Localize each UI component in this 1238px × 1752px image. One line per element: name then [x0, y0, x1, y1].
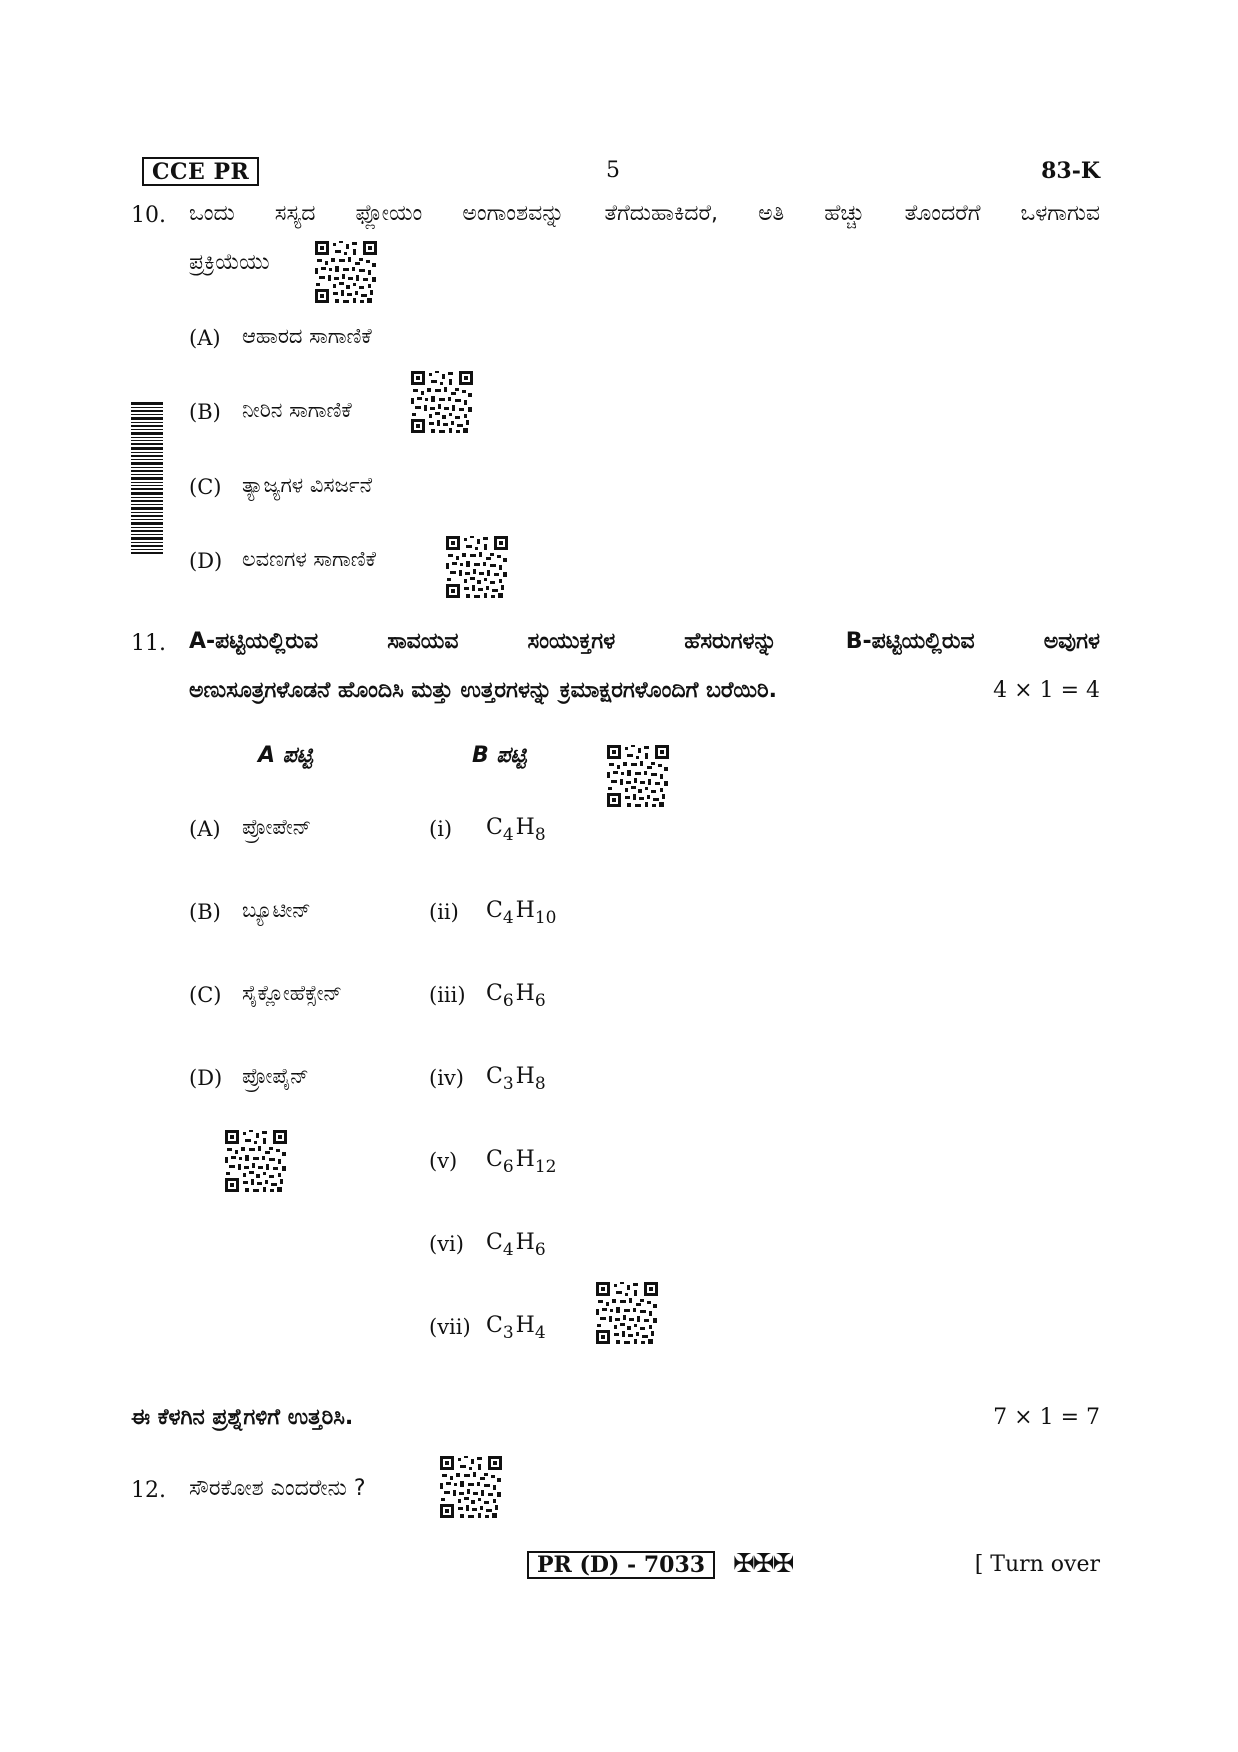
col-a-label: (A) [189, 817, 221, 841]
formula-h-count: 10 [534, 908, 557, 928]
q10-word: ತೊಂದರೆಗೆ [904, 201, 981, 226]
col-b-label: (vi) [429, 1232, 464, 1256]
q10-option-a-text: ಆಹಾರದ ಸಾಗಾಣಿಕೆ [242, 324, 372, 348]
col-b-formula [486, 1064, 546, 1094]
q10-text-line1 [189, 201, 1100, 226]
qr-code [225, 1130, 287, 1192]
formula-c-count: 4 [502, 908, 514, 928]
qr-code [607, 745, 669, 807]
q10-text-line2: ಪ್ರಕ್ರಿಯೆಯು [189, 250, 270, 275]
section-instruction: ಈ ಕೆಳಗಿನ ಪ್ರಶ್ನೆಗಳಿಗೆ ಉತ್ತರಿಸಿ. [131, 1405, 354, 1430]
barcode [131, 402, 163, 554]
q11-text-line2: ಅಣುಸೂತ್ರಗಳೊಡನೆ ಹೊಂದಿಸಿ ಮತ್ತು ಉತ್ತರಗಳನ್ನು ಕ್ರಮಾಕ್ಷರಗಳೊಂದಿಗೆ ಬರೆಯಿರಿ. [189, 678, 778, 703]
q10-option-b-label: (B) [189, 400, 221, 424]
qr-code [315, 241, 377, 303]
formula-c: C [486, 1147, 503, 1172]
q10-option-c-label: (C) [189, 475, 222, 499]
formula-c: C [486, 1230, 503, 1255]
q11-text-line1 [189, 629, 1100, 654]
col-b-formula [486, 1230, 546, 1260]
column-a-heading: A ಪಟ್ಟಿ [258, 743, 313, 768]
q10-number: 10. [131, 203, 166, 228]
q11-word: ಅವುಗಳ [1043, 629, 1100, 654]
column-b-heading: B ಪಟ್ಟಿ [472, 743, 527, 768]
formula-c-count: 3 [502, 1323, 514, 1343]
footer-ornament: ✠✠✠ [733, 1549, 793, 1579]
col-a-label: (D) [189, 1066, 223, 1090]
col-a-item: ಪ್ರೋಪೈನ್ [242, 1064, 309, 1088]
col-a-item: ಸೈಕ್ಲೋಹೆಕ್ಸೇನ್ [242, 981, 342, 1005]
q12-text: ಸೌರಕೋಶ ಎಂದರೇನು ? [189, 1476, 366, 1501]
q11-word: ಹೆಸರುಗಳನ್ನು [684, 629, 777, 654]
q10-word: ತೆಗೆದುಹಾಕಿದರೆ, [604, 201, 719, 226]
col-a-label: (C) [189, 983, 222, 1007]
col-b-label: (i) [429, 817, 453, 841]
col-b-label: (iii) [429, 983, 466, 1007]
q11-word: A-ಪಟ್ಟಿಯಲ್ಲಿರುವ [189, 629, 319, 654]
section-marks: 7 × 1 = 7 [993, 1405, 1100, 1430]
page-number: 5 [606, 158, 620, 183]
col-a-label: (B) [189, 900, 221, 924]
q10-word: ಹೆಚ್ಚು [824, 201, 865, 226]
q10-word: ಅಂಗಾಂಶವನ್ನು [462, 201, 565, 226]
q10-word: ಒಳಗಾಗುವ [1020, 201, 1100, 226]
q10-option-c-text: ತ್ಯಾಜ್ಯಗಳ ವಿಸರ್ಜನೆ [242, 473, 373, 497]
formula-h: H [515, 1064, 535, 1089]
col-b-label: (iv) [429, 1066, 464, 1090]
formula-h: H [515, 981, 535, 1006]
paper-code: 83-K [1041, 158, 1100, 184]
formula-h: H [515, 1230, 535, 1255]
col-b-formula [486, 1147, 557, 1177]
formula-c: C [486, 1064, 503, 1089]
formula-h-count: 6 [534, 1240, 546, 1260]
col-b-formula [486, 981, 546, 1011]
formula-h: H [515, 898, 535, 923]
header-code: CCE PR [142, 157, 259, 186]
formula-h: H [515, 815, 535, 840]
col-b-label: (vii) [429, 1315, 471, 1339]
qr-code [411, 371, 473, 433]
col-a-item: ಬ್ಯೂಟೀನ್ [242, 898, 311, 922]
col-b-formula [486, 815, 546, 845]
q10-option-d-text: ಲವಣಗಳ ಸಾಗಾಣಿಕೆ [242, 547, 376, 571]
formula-h-count: 6 [534, 991, 546, 1011]
q11-word: ಸಂಯುಕ್ತಗಳ [527, 629, 616, 654]
col-b-label: (v) [429, 1149, 458, 1173]
formula-h-count: 4 [534, 1323, 546, 1343]
q10-option-a-label: (A) [189, 326, 221, 350]
col-b-label: (ii) [429, 900, 459, 924]
q11-number: 11. [131, 631, 166, 656]
q10-word: ಫ್ಲೋಯಂ [355, 201, 423, 226]
col-b-formula [486, 898, 557, 928]
q11-word: ಸಾವಯವ [387, 629, 459, 654]
formula-c: C [486, 1313, 503, 1338]
formula-c-count: 6 [502, 991, 514, 1011]
q11-marks: 4 × 1 = 4 [993, 678, 1100, 703]
formula-c-count: 4 [502, 1240, 514, 1260]
footer-code: PR (D) - 7033 [527, 1551, 715, 1579]
q10-option-b-text: ನೀರಿನ ಸಾಗಾಣಿಕೆ [242, 398, 352, 422]
formula-c-count: 3 [502, 1074, 514, 1094]
qr-code [446, 536, 508, 598]
q12-number: 12. [131, 1478, 166, 1503]
formula-c: C [486, 815, 503, 840]
formula-h: H [515, 1147, 535, 1172]
formula-h-count: 8 [534, 825, 546, 845]
qr-code [440, 1456, 502, 1518]
q10-option-d-label: (D) [189, 549, 223, 573]
formula-h-count: 12 [534, 1157, 557, 1177]
col-a-item: ಪ್ರೋಪೇನ್ [242, 815, 312, 839]
q11-word: B-ಪಟ್ಟಿಯಲ್ಲಿರುವ [845, 629, 975, 654]
turn-over-note: [ Turn over [974, 1552, 1100, 1577]
col-b-formula [486, 1313, 546, 1343]
q10-word: ಒಂದು [189, 201, 235, 226]
qr-code [596, 1282, 658, 1344]
q10-word: ಅತಿ [758, 201, 785, 226]
formula-c-count: 4 [502, 825, 514, 845]
formula-c: C [486, 981, 503, 1006]
formula-c: C [486, 898, 503, 923]
formula-c-count: 6 [502, 1157, 514, 1177]
q10-word: ಸಸ್ಯದ [274, 201, 316, 226]
formula-h-count: 8 [534, 1074, 546, 1094]
formula-h: H [515, 1313, 535, 1338]
